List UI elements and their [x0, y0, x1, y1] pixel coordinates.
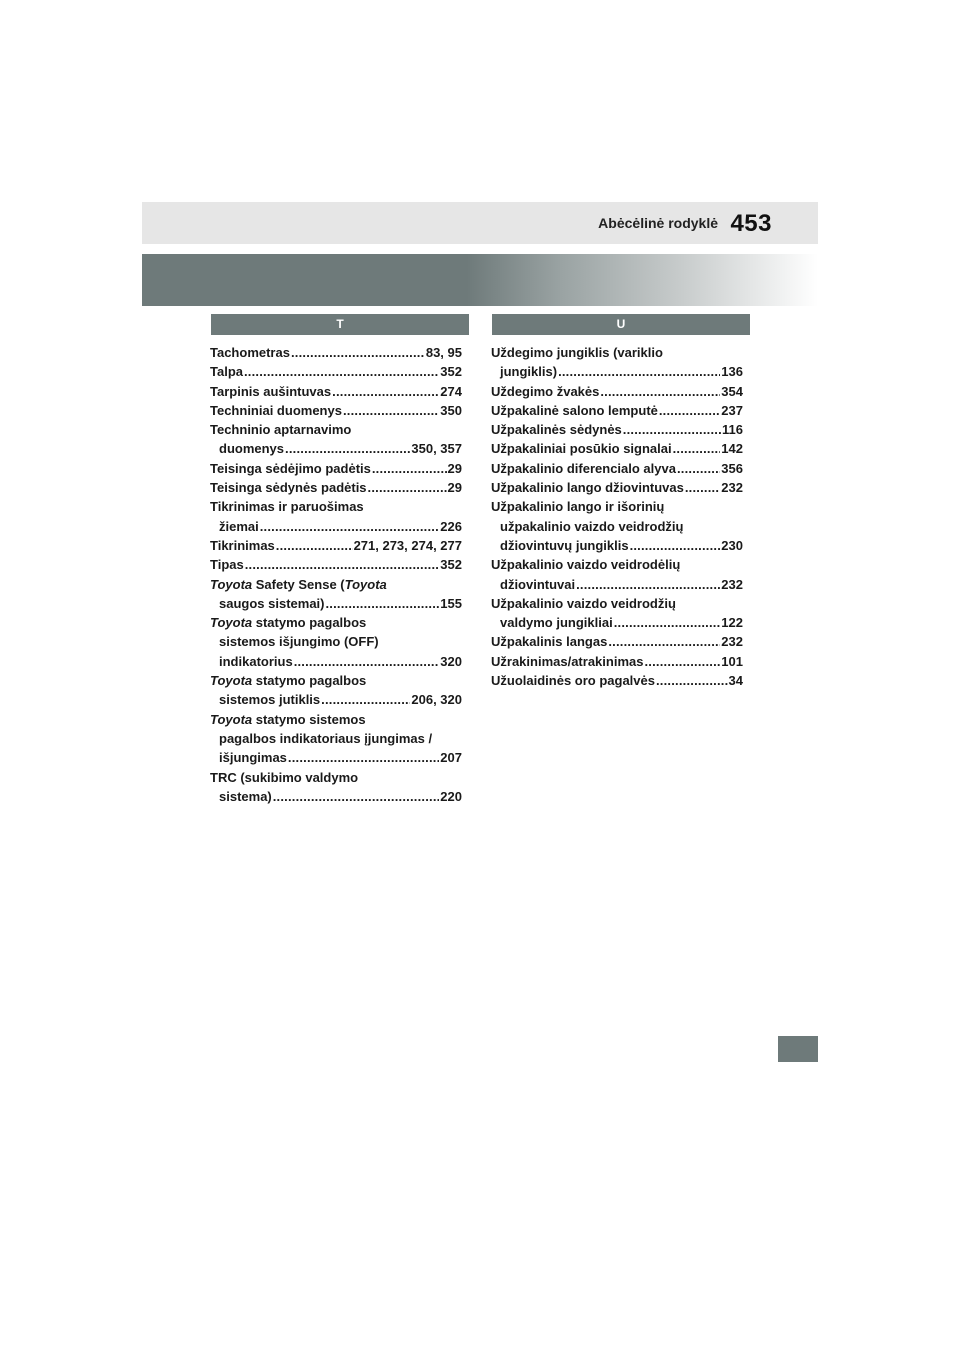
entry-term [210, 710, 366, 729]
page-reference: 226 [440, 518, 462, 534]
dot-leader [558, 362, 720, 381]
index-entry-line [210, 439, 462, 458]
entry-term [210, 401, 342, 420]
index-entry-line [491, 382, 743, 401]
index-entry-line [491, 401, 743, 420]
index-entry [210, 459, 462, 478]
entry-term [219, 748, 287, 767]
index-entry [491, 594, 743, 633]
entry-term [210, 343, 290, 362]
index-entry-line [210, 343, 462, 362]
entry-term [500, 536, 629, 555]
entry-term-text: Teisinga sėdynės padėtis [210, 480, 367, 496]
page-reference: 230 [721, 537, 743, 553]
entry-term [491, 497, 664, 516]
index-entry-line [491, 362, 743, 381]
entry-term [210, 768, 358, 787]
index-entry [210, 478, 462, 497]
index-entry-line [491, 671, 743, 690]
index-entry-line [210, 594, 462, 613]
index-entry [210, 382, 462, 401]
entry-term-text: Tikrinimas ir paruošimas [210, 499, 364, 515]
entry-term [491, 652, 643, 671]
index-entry-line [491, 517, 743, 536]
entry-term-text: jungiklis) [500, 364, 558, 380]
entry-term-text: Užpakalinės sėdynės [491, 422, 622, 438]
entry-term [500, 517, 683, 536]
entry-term [219, 787, 272, 806]
index-entry [491, 401, 743, 420]
entry-term [491, 401, 658, 420]
entry-term-text: Talpa [210, 364, 243, 380]
index-entry-line [210, 497, 462, 516]
entry-term [210, 497, 364, 516]
dot-leader [244, 362, 439, 381]
page-reference: 232 [721, 480, 743, 496]
index-entry-line [210, 382, 462, 401]
dot-leader [677, 459, 720, 478]
page-number: 453 [730, 210, 772, 237]
entry-term [210, 420, 351, 439]
page-reference: 356 [721, 460, 743, 476]
index-entry [210, 710, 462, 768]
index-entry-line [210, 748, 462, 767]
index-entry-line [491, 652, 743, 671]
index-entry-line [491, 632, 743, 651]
page-reference: 29 [447, 460, 462, 476]
index-column-t [210, 343, 462, 806]
index-entry-line [491, 497, 743, 516]
index-entry [210, 420, 462, 459]
dot-leader [321, 690, 410, 709]
index-entry [210, 555, 462, 574]
index-entry-line [491, 613, 743, 632]
entry-term-text: Užpakaliniai posūkio signalai [491, 441, 672, 457]
page-reference: 320 [440, 653, 462, 669]
index-entry-line [210, 632, 462, 651]
dot-leader [600, 382, 720, 401]
entry-term [210, 362, 243, 381]
dot-leader [673, 439, 721, 458]
index-entry-line [491, 575, 743, 594]
entry-term [219, 690, 320, 709]
page-header [142, 202, 818, 244]
entry-term-text: Užpakalinė salono lemputė [491, 402, 658, 418]
entry-term [500, 362, 557, 381]
dot-leader [294, 652, 440, 671]
entry-term [210, 382, 331, 401]
index-entry [491, 420, 743, 439]
dot-leader [608, 632, 720, 651]
index-entry [210, 343, 462, 362]
entry-term [491, 478, 684, 497]
entry-term-text: statymo pagalbos [252, 615, 367, 631]
entry-term-text: statymo pagalbos [252, 673, 367, 689]
dot-leader [273, 787, 440, 806]
entry-term-brand: Toyota [210, 576, 253, 592]
entry-term-text: Techniniai duomenys [210, 402, 342, 418]
page-reference: 274 [440, 383, 462, 399]
page-reference: 83, 95 [425, 345, 462, 360]
entry-term-text: Tarpinis aušintuvas [210, 383, 332, 399]
index-entry [210, 401, 462, 420]
entry-term-text: pagalbos indikatoriaus įjungimas / [219, 730, 433, 746]
entry-term-text: Užpakalinis langas [491, 634, 608, 650]
letter-header-t: T [211, 314, 469, 335]
page-reference: 352 [440, 557, 462, 573]
entry-term [219, 652, 293, 671]
entry-term-text: išjungimas [219, 750, 287, 766]
entry-term-text: Techninio aptarnavimo [210, 422, 352, 438]
index-entry-line [210, 729, 462, 748]
entry-term [500, 575, 575, 594]
entry-term [491, 439, 672, 458]
chapter-tab-marker [778, 1036, 818, 1062]
index-entry [210, 362, 462, 381]
entry-term [210, 575, 387, 594]
page-reference: 29 [447, 480, 462, 496]
index-entry-line [210, 768, 462, 787]
dot-leader [291, 343, 425, 362]
entry-term [219, 594, 325, 613]
entry-term-text: Užpakalinio lango džiovintuvas [491, 480, 684, 496]
index-entry-line [491, 420, 743, 439]
page-reference: 220 [440, 788, 462, 804]
index-entry [210, 575, 462, 614]
dot-leader [332, 382, 439, 401]
index-entry-line [210, 575, 462, 594]
index-entry [491, 459, 743, 478]
entry-term [210, 671, 366, 690]
index-entry-line [491, 459, 743, 478]
page-reference: 350, 357 [411, 441, 462, 457]
dot-leader [276, 536, 353, 555]
entry-term [219, 517, 259, 536]
dot-leader [614, 613, 721, 632]
entry-term-text: Tikrinimas [210, 537, 275, 553]
dot-leader [285, 439, 410, 458]
index-column-u [491, 343, 743, 690]
entry-term-text: Tipas [210, 557, 244, 573]
index-entry-line [491, 478, 743, 497]
page-reference: 34 [728, 673, 743, 689]
index-entry-line [210, 362, 462, 381]
page-reference: 350 [440, 402, 462, 418]
entry-term [210, 555, 244, 574]
index-entry [210, 497, 462, 536]
dot-leader [630, 536, 721, 555]
index-entry [491, 343, 743, 382]
entry-term [219, 632, 379, 651]
entry-term-text: saugos sistemai) [219, 595, 325, 611]
index-entry [491, 671, 743, 690]
page-reference: 232 [721, 576, 743, 592]
dot-leader [623, 420, 721, 439]
entry-term [491, 632, 607, 651]
entry-term-text: Užpakalinio vaizdo veidrodėlių [491, 557, 681, 573]
index-entry-line [491, 439, 743, 458]
dot-leader [288, 748, 439, 767]
entry-term-text: statymo sistemos [252, 711, 366, 727]
page-reference: 136 [721, 364, 743, 380]
dot-leader [343, 401, 439, 420]
dot-leader [656, 671, 728, 690]
dot-leader [326, 594, 440, 613]
entry-term-text: žiemai [219, 518, 259, 534]
entry-term-brand: Toyota [344, 576, 387, 592]
index-entry [210, 671, 462, 710]
entry-term-text: indikatorius [219, 653, 293, 669]
entry-term-text: Uždegimo jungiklis (variklio [491, 345, 663, 360]
entry-term [219, 439, 284, 458]
page-reference: 237 [721, 402, 743, 418]
entry-term-text: sistema) [219, 788, 272, 804]
entry-term [210, 536, 275, 555]
entry-term-brand: Toyota [210, 711, 253, 727]
entry-term [491, 594, 676, 613]
dot-leader [372, 459, 447, 478]
page-reference: 207 [440, 750, 462, 766]
entry-term [210, 459, 371, 478]
entry-term [500, 613, 613, 632]
entry-term [210, 613, 366, 632]
entry-term-text: sistemos jutiklis [219, 692, 321, 708]
page-reference: 232 [721, 634, 743, 650]
index-entry-line [491, 594, 743, 613]
entry-term [219, 729, 432, 748]
index-entry-line [210, 478, 462, 497]
dot-leader [659, 401, 720, 420]
index-entry-line [210, 420, 462, 439]
page-reference: 116 [722, 422, 743, 438]
index-entry [491, 652, 743, 671]
section-title: Abėcėlinė rodyklė [598, 215, 718, 231]
entry-term [491, 459, 676, 478]
dot-leader [245, 555, 440, 574]
dot-leader [576, 575, 720, 594]
entry-term [210, 478, 367, 497]
entry-term-brand: Toyota [210, 615, 253, 631]
entry-term [491, 382, 599, 401]
entry-term-text: Uždegimo žvakės [491, 383, 600, 399]
page-reference: 354 [721, 383, 743, 399]
index-entry-line [210, 401, 462, 420]
index-entry-line [210, 517, 462, 536]
index-entry-line [491, 536, 743, 555]
entry-term-brand: Toyota [210, 673, 253, 689]
index-entry [210, 536, 462, 555]
index-entry [210, 768, 462, 807]
dot-leader [644, 652, 720, 671]
dot-leader [260, 517, 440, 536]
index-entry [491, 632, 743, 651]
entry-term-text: užpakalinio vaizdo veidrodžių [500, 518, 684, 534]
page-reference: 271, 273, 274, 277 [353, 537, 462, 553]
index-entry [491, 555, 743, 594]
entry-term [491, 671, 655, 690]
entry-term-text: Užrakinimas/atrakinimas [491, 653, 644, 669]
index-entry-line [210, 613, 462, 632]
page-reference: 142 [721, 441, 743, 457]
index-entry [491, 382, 743, 401]
decorative-band [142, 254, 818, 306]
page-reference: 352 [440, 364, 462, 380]
entry-term-text: džiovintuvai [500, 576, 576, 592]
page-reference: 155 [440, 595, 462, 611]
entry-term-text: Tachometras [210, 345, 290, 360]
index-entry [491, 478, 743, 497]
entry-term-text: sistemos išjungimo (OFF) [219, 634, 379, 650]
index-entry [210, 613, 462, 671]
entry-term-text: TRC (sukibimo valdymo [210, 769, 359, 785]
entry-term-text: Užpakalinio vaizdo veidrodžių [491, 595, 676, 611]
letter-header-u: U [492, 314, 750, 335]
index-entry [491, 497, 743, 555]
entry-term-text: Užpakalinio lango ir išorinių [491, 499, 665, 515]
entry-term-text: džiovintuvų jungiklis [500, 537, 629, 553]
index-entry-line [210, 652, 462, 671]
index-entry-line [210, 787, 462, 806]
index-entry-line [210, 710, 462, 729]
entry-term-text: Užpakalinio diferencialo alyva [491, 460, 676, 476]
index-entry-line [210, 671, 462, 690]
entry-term-text: Užuolaidinės oro pagalvės [491, 673, 655, 689]
entry-term [491, 420, 622, 439]
entry-term-text: valdymo jungikliai [500, 615, 613, 631]
entry-term [491, 555, 680, 574]
dot-leader [368, 478, 447, 497]
index-entry-line [210, 690, 462, 709]
dot-leader [685, 478, 720, 497]
index-entry-line [491, 343, 743, 362]
entry-term-text: Safety Sense ( [252, 576, 345, 592]
index-entry [491, 439, 743, 458]
page-reference: 101 [721, 653, 743, 669]
page-reference: 122 [721, 615, 743, 631]
index-entry-line [491, 555, 743, 574]
index-entry-line [210, 536, 462, 555]
entry-term-text: duomenys [219, 441, 285, 457]
entry-term-text: Teisinga sėdėjimo padėtis [210, 460, 371, 476]
index-entry-line [210, 459, 462, 478]
index-entry-line [210, 555, 462, 574]
entry-term [491, 343, 663, 362]
page-reference: 206, 320 [411, 692, 462, 708]
